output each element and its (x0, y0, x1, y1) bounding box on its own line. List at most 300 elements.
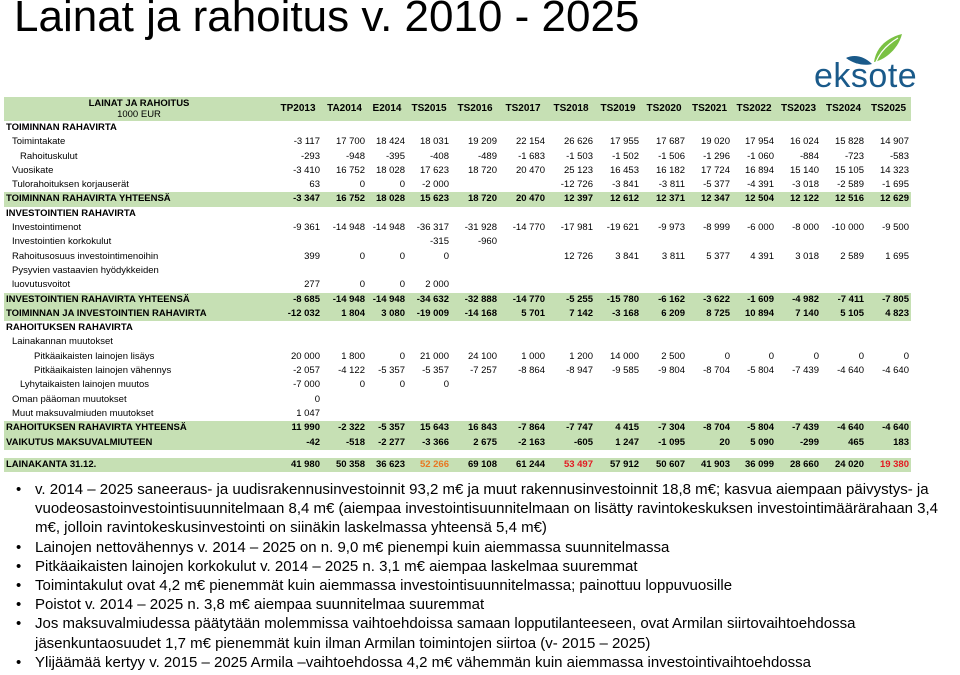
row-label: Pitkäaikaisten lainojen lisäys (34, 350, 155, 362)
table-cell (407, 207, 451, 221)
row-label: Muut maksuvalmiuden muutokset (12, 407, 154, 419)
table-cell (687, 278, 732, 292)
table-cell: -884 (799, 150, 819, 162)
table-cell: 20 470 (499, 192, 547, 206)
row-label: Lyhytaikaisten lainojen muutos (20, 379, 150, 391)
table-cell: 50 607 (641, 458, 687, 472)
column-header: TS2017 (499, 97, 547, 121)
table-cell (407, 264, 451, 278)
table-cell (274, 321, 322, 335)
table-row (4, 393, 911, 407)
table-cell: 19 380 (866, 458, 911, 472)
table-row (4, 407, 911, 421)
table-cell (776, 321, 821, 335)
bullet-item (14, 653, 954, 672)
row-label: INVESTOINTIEN RAHAVIRTA (6, 207, 136, 219)
table-cell (322, 407, 367, 421)
table-cell (451, 278, 499, 292)
table-row (4, 264, 911, 278)
row-label: TOIMINNAN RAHAVIRTA YHTEENSÄ (4, 192, 274, 206)
table-cell (274, 235, 322, 249)
table-cell: 8 725 (687, 307, 732, 321)
table-cell: 0 (724, 350, 730, 362)
table-cell: -4 640 (837, 365, 864, 377)
table-cell: 7 140 (776, 307, 821, 321)
table-cell (732, 278, 776, 292)
table-cell (451, 178, 499, 192)
table-cell (776, 235, 821, 249)
spacer-row (4, 450, 911, 458)
column-header: TS2018 (547, 97, 595, 121)
financing-table (4, 97, 911, 472)
table-cell: 15 643 (407, 421, 451, 435)
table-cell (866, 121, 911, 135)
table-cell: 0 (399, 179, 405, 191)
table-cell (451, 450, 499, 458)
row-label: Pitkäaikaisten lainojen vähennys (34, 365, 172, 377)
section-header-row (4, 207, 911, 221)
table-cell: 53 497 (547, 458, 595, 472)
table-cell (732, 378, 776, 392)
table-cell (687, 235, 732, 249)
table-cell: 20 (687, 436, 732, 450)
table-cell: -723 (844, 150, 864, 162)
table-cell (595, 278, 641, 292)
table-cell (641, 207, 687, 221)
row-label: Toimintakate (12, 136, 66, 148)
table-cell (866, 407, 911, 421)
table-cell: -3 168 (595, 307, 641, 321)
table-cell (687, 378, 732, 392)
table-cell: 15 623 (407, 192, 451, 206)
table-cell: 1 000 (521, 350, 545, 362)
table-cell (499, 278, 547, 292)
table-cell: -14 948 (367, 293, 407, 307)
bullet-item (14, 614, 954, 652)
table-cell (499, 393, 547, 407)
table-cell: -14 948 (372, 222, 405, 234)
table-cell (595, 407, 641, 421)
column-header: TS2015 (407, 97, 451, 121)
bullet-dot-icon: • (16, 577, 22, 595)
table-cell: 0 (903, 350, 909, 362)
column-header: TS2019 (595, 97, 641, 121)
table-cell (821, 264, 866, 278)
table-cell: -3 841 (612, 179, 639, 191)
table-cell (499, 378, 547, 392)
table-cell (367, 407, 407, 421)
table-cell: 0 (359, 279, 365, 291)
table-header-row (4, 97, 911, 121)
table-row (4, 378, 911, 392)
table-cell: 7 142 (547, 307, 595, 321)
table-cell: -7 257 (470, 365, 497, 377)
table-cell (407, 393, 451, 407)
table-cell: -489 (477, 150, 497, 162)
table-cell: 6 209 (641, 307, 687, 321)
table-cell (732, 121, 776, 135)
table-cell (407, 450, 451, 458)
table-cell (367, 450, 407, 458)
table-cell: 17 687 (655, 136, 685, 148)
table-cell: 4 415 (595, 421, 641, 435)
column-header: TS2020 (641, 97, 687, 121)
table-cell: -5 804 (747, 365, 774, 377)
table-cell: 20 470 (515, 164, 545, 176)
table-cell: -10 000 (831, 222, 864, 234)
table-cell (821, 407, 866, 421)
table-cell: -42 (274, 436, 322, 450)
table-cell (866, 264, 911, 278)
table-cell: -31 928 (464, 222, 497, 234)
table-cell: 4 823 (866, 307, 911, 321)
table-cell (322, 235, 367, 249)
table-cell: -2 057 (293, 365, 320, 377)
bullet-text: Pitkäaikaisten lainojen korkokulut v. 2014 – 2025 n. 3,1 m€ aiempaa laskelmaa suuremmat (35, 557, 638, 575)
table-cell: 17 700 (335, 136, 365, 148)
table-cell (821, 450, 866, 458)
table-cell: 183 (866, 436, 911, 450)
table-cell (821, 335, 866, 349)
table-cell (687, 407, 732, 421)
table-cell: -5 377 (703, 179, 730, 191)
table-cell (451, 264, 499, 278)
bullet-text: Toimintakulut ovat 4,2 m€ pienemmät kuin aiemmassa investointisuunnitelmassa; painottuu loppuvuosille (35, 577, 733, 595)
table-cell: 1 047 (296, 407, 320, 419)
table-cell (407, 121, 451, 135)
table-cell: -3 410 (293, 164, 320, 176)
table-cell: -32 888 (451, 293, 499, 307)
table-cell: -3 811 (658, 179, 685, 191)
table-cell (322, 450, 367, 458)
table-cell: 17 724 (700, 164, 730, 176)
section-header-row (4, 321, 911, 335)
table-cell: -9 585 (612, 365, 639, 377)
table-cell (821, 235, 866, 249)
table-cell: 0 (314, 393, 320, 405)
table-cell (687, 207, 732, 221)
bullet-text: Ylijäämää kertyy v. 2015 – 2025 Armila –vaihtoehdossa 4,2 m€ vähemmän kuin aiemmassa investointivaihtoehdossa (35, 653, 811, 671)
table-cell: 2 500 (661, 350, 685, 362)
column-header: TS2016 (451, 97, 499, 121)
table-cell (595, 335, 641, 349)
table-cell: -408 (429, 150, 449, 162)
row-label: TOIMINNAN RAHAVIRTA (6, 122, 117, 133)
table-cell (367, 121, 407, 135)
table-cell: -5 357 (422, 365, 449, 377)
section-header-row (4, 121, 911, 135)
table-cell: -3 622 (687, 293, 732, 307)
table-cell: -3 347 (274, 192, 322, 206)
table-cell (776, 207, 821, 221)
table-cell: -1 506 (658, 150, 685, 162)
table-cell (776, 378, 821, 392)
table-cell (274, 207, 322, 221)
table-cell: -2 277 (367, 436, 407, 450)
table-cell: 5 090 (732, 436, 776, 450)
table-cell (732, 407, 776, 421)
table-cell (499, 407, 547, 421)
table-cell: -605 (547, 436, 595, 450)
table-cell (547, 235, 595, 249)
table-cell: -3 366 (407, 436, 451, 450)
row-label: Pysyvien vastaavien hyödykkeiden (12, 264, 159, 276)
table-corner-header (4, 97, 274, 121)
table-cell: 18 720 (451, 192, 499, 206)
table-cell: -8 704 (703, 365, 730, 377)
column-header: TS2021 (687, 97, 732, 121)
table-cell: 1 800 (341, 350, 365, 362)
table-cell: 1 804 (322, 307, 367, 321)
table-cell: -12 726 (560, 179, 593, 191)
table-cell (687, 450, 732, 458)
total-row (4, 307, 911, 321)
table-cell (451, 393, 499, 407)
table-cell (451, 321, 499, 335)
column-header: TS2023 (776, 97, 821, 121)
table-cell (499, 207, 547, 221)
table-cell: 18 031 (419, 136, 449, 148)
bullet-item (14, 557, 954, 576)
table-cell: 19 209 (467, 136, 497, 148)
table-cell (776, 264, 821, 278)
table-cell (322, 393, 367, 407)
table-cell: 3 841 (615, 250, 639, 262)
table-cell: 5 701 (499, 307, 547, 321)
row-label: Rahoitusosuus investointimenoihin (12, 250, 159, 262)
table-cell: -5 357 (378, 365, 405, 377)
table-cell (641, 235, 687, 249)
table-cell: -8 999 (703, 222, 730, 234)
table-cell (451, 250, 499, 264)
table-cell: 24 100 (467, 350, 497, 362)
table-cell: 63 (309, 179, 320, 191)
table-cell: -960 (477, 236, 497, 248)
bullet-dot-icon: • (16, 557, 22, 575)
table-cell: 12 612 (595, 192, 641, 206)
table-cell: 17 955 (609, 136, 639, 148)
bullet-item (14, 595, 954, 614)
table-cell (451, 335, 499, 349)
table-cell: -293 (300, 150, 320, 162)
table-cell (407, 321, 451, 335)
table-row (4, 350, 911, 364)
bullet-item (14, 538, 954, 557)
table-cell: 0 (813, 350, 819, 362)
table-cell: -7 000 (293, 379, 320, 391)
table-cell: 2 675 (451, 436, 499, 450)
table-cell (776, 121, 821, 135)
table-cell: -7 805 (866, 293, 911, 307)
table-cell (641, 450, 687, 458)
total-row (4, 436, 911, 450)
table-cell: -518 (322, 436, 367, 450)
table-cell (821, 321, 866, 335)
table-cell: 17 954 (744, 136, 774, 148)
table-cell: 18 028 (375, 164, 405, 176)
table-cell (367, 207, 407, 221)
table-cell: 19 020 (700, 136, 730, 148)
table-cell (776, 278, 821, 292)
table-row (4, 364, 911, 378)
table-cell: 0 (399, 250, 405, 262)
table-cell (595, 450, 641, 458)
table-cell (866, 207, 911, 221)
table-cell: 15 828 (834, 136, 864, 148)
table-cell (732, 235, 776, 249)
bullet-text: Jos maksuvalmiudessa päätytään molemmissa vaihtoehdoissa samaan lopputilanteeseen, ovat Armilan siirtovaihtoehdossa jäsenkuntaosuudet 1,7 m€ pienemmät kuin ilman Armilan toimintojen siirtoa (v- 2015 – 2025) (35, 615, 856, 652)
table-cell: 18 424 (375, 136, 405, 148)
table-cell: -7 411 (821, 293, 866, 307)
table-cell: 18 028 (367, 192, 407, 206)
table-cell (367, 321, 407, 335)
table-cell: -7 747 (547, 421, 595, 435)
column-header: TA2014 (322, 97, 367, 121)
table-cell (776, 450, 821, 458)
table-cell: 12 122 (776, 192, 821, 206)
row-label: Oman pääoman muutokset (12, 393, 127, 405)
table-cell (641, 321, 687, 335)
table-cell: -583 (889, 150, 909, 162)
table-cell (595, 121, 641, 135)
table-cell: 277 (304, 279, 320, 291)
table-cell (732, 393, 776, 407)
table-cell (547, 264, 595, 278)
table-cell: -14 948 (332, 222, 365, 234)
table-cell: 5 377 (706, 250, 730, 262)
table-cell (821, 207, 866, 221)
row-label: VAIKUTUS MAKSUVALMIUTEEN (4, 436, 274, 450)
table-cell (595, 264, 641, 278)
table-cell: -5 255 (547, 293, 595, 307)
table-cell: 41 980 (274, 458, 322, 472)
column-header: TS2024 (821, 97, 866, 121)
table-cell (499, 335, 547, 349)
table-cell: 16 024 (789, 136, 819, 148)
table-cell: -9 361 (293, 222, 320, 234)
table-cell: 22 154 (515, 136, 545, 148)
table-cell: -8 704 (687, 421, 732, 435)
table-cell (499, 235, 547, 249)
table-cell: 21 000 (419, 350, 449, 362)
table-cell (866, 235, 911, 249)
table-cell: 0 (359, 379, 365, 391)
column-header: TP2013 (274, 97, 322, 121)
table-cell (451, 207, 499, 221)
table-cell (547, 450, 595, 458)
table-cell: -19 009 (407, 307, 451, 321)
table-cell: 12 371 (641, 192, 687, 206)
table-cell: 36 099 (732, 458, 776, 472)
table-cell: 11 990 (274, 421, 322, 435)
table-cell (499, 178, 547, 192)
row-label: luovutusvoitot (12, 279, 71, 291)
table-cell: 0 (399, 279, 405, 291)
bullet-dot-icon: • (16, 481, 22, 498)
table-cell: 0 (359, 250, 365, 262)
table-cell: -1 296 (703, 150, 730, 162)
table-cell (451, 121, 499, 135)
table-cell: 4 391 (750, 250, 774, 262)
table-cell (367, 264, 407, 278)
table-cell: -1 609 (732, 293, 776, 307)
table-cell: -2 000 (422, 179, 449, 191)
table-cell (776, 407, 821, 421)
table-cell: -5 804 (732, 421, 776, 435)
table-cell (687, 393, 732, 407)
bullet-text: Lainojen nettovähennys v. 2014 – 2025 on n. 9,0 m€ pienempi kuin aiemmassa suunnitelmassa (35, 538, 670, 556)
table-cell: 2 589 (840, 250, 864, 262)
table-cell (821, 378, 866, 392)
table-cell: -9 804 (658, 365, 685, 377)
table-cell (821, 121, 866, 135)
table-cell (499, 121, 547, 135)
table-cell: -19 621 (606, 222, 639, 234)
table-cell: -2 322 (322, 421, 367, 435)
table-cell: -5 357 (367, 421, 407, 435)
page-title: Lainat ja rahoitus v. 2010 - 2025 (14, 0, 640, 41)
row-label: Tulorahoituksen korjauserät (12, 179, 129, 191)
table-cell (499, 264, 547, 278)
total-row (4, 192, 911, 206)
row-label: Investointimenot (12, 222, 82, 234)
table-cell (866, 335, 911, 349)
table-cell (274, 450, 322, 458)
table-cell (732, 264, 776, 278)
table-cell: 2 000 (425, 279, 449, 291)
table-cell (547, 207, 595, 221)
table-cell: -9 500 (882, 222, 909, 234)
table-cell: 3 811 (661, 250, 685, 262)
bullet-text: Poistot v. 2014 – 2025 n. 3,8 m€ aiempaa suunnitelmaa suuremmat (35, 596, 485, 614)
total-row (4, 293, 911, 307)
table-cell (732, 321, 776, 335)
corner-title: LAINAT JA RAHOITUS (88, 98, 190, 109)
table-cell: 16 182 (655, 164, 685, 176)
row-label: Investointien korkokulut (12, 236, 112, 248)
table-cell: -8 864 (518, 365, 545, 377)
row-label: TOIMINNAN JA INVESTOINTIEN RAHAVIRTA (4, 307, 274, 321)
table-cell (866, 321, 911, 335)
table-cell: 28 660 (776, 458, 821, 472)
table-cell (407, 407, 451, 421)
table-cell (322, 207, 367, 221)
table-row (4, 135, 911, 149)
bullet-item (14, 480, 954, 538)
row-label: Lainakannan muutokset (12, 336, 113, 348)
row-label (4, 450, 274, 458)
table-cell: -14 948 (322, 293, 367, 307)
table-row (4, 250, 911, 264)
table-cell (274, 335, 322, 349)
table-cell: -4 982 (776, 293, 821, 307)
table-cell (866, 378, 911, 392)
corner-unit: 1000 EUR (117, 109, 161, 120)
table-cell: 20 000 (290, 350, 320, 362)
table-cell: 0 (858, 350, 864, 362)
table-cell (866, 450, 911, 458)
table-cell (641, 378, 687, 392)
financing-table-container (4, 97, 911, 472)
table-cell: 52 266 (407, 458, 451, 472)
row-label: INVESTOINTIEN RAHAVIRTA YHTEENSÄ (4, 293, 274, 307)
table-cell: -36 317 (416, 222, 449, 234)
table-cell: -4 391 (747, 179, 774, 191)
table-cell: -7 864 (499, 421, 547, 435)
row-label: Rahoituskulut (20, 150, 78, 162)
table-cell: 10 894 (732, 307, 776, 321)
table-cell: 16 752 (335, 164, 365, 176)
